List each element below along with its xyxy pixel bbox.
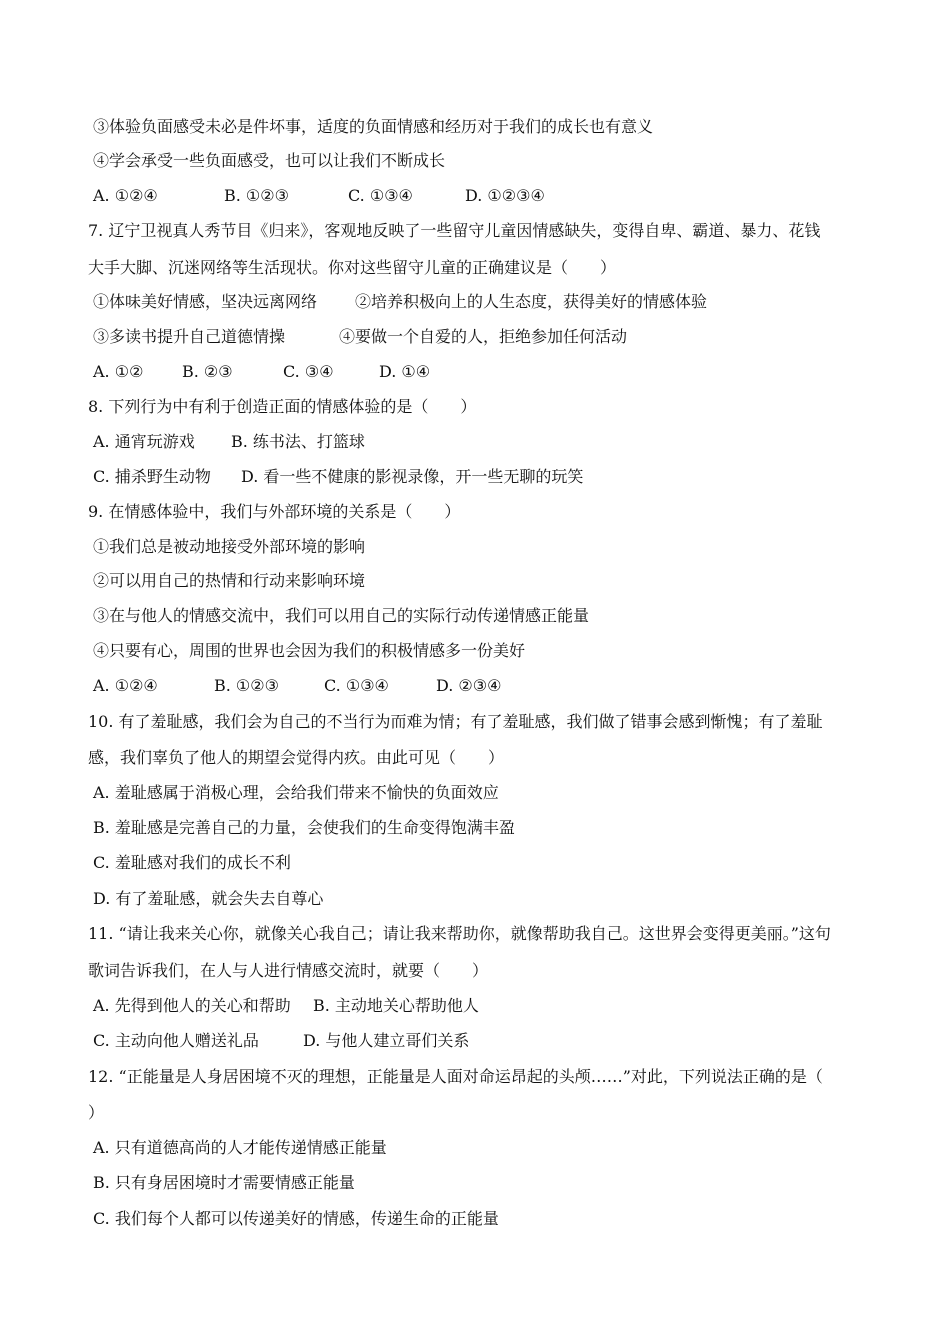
q7-option-b: B. ②③ bbox=[182, 362, 233, 381]
q6-option-c: C. ①③④ bbox=[348, 186, 413, 205]
q6-statement-4: ④学会承受一些负面感受，也可以让我们不断成长 bbox=[93, 151, 446, 170]
q8-option-c: C. 捕杀野生动物 bbox=[93, 467, 211, 486]
q7-statement-2: ②培养积极向上的人生态度，获得美好的情感体验 bbox=[355, 292, 708, 311]
q11-option-b: B. 主动地关心帮助他人 bbox=[313, 996, 479, 1015]
q7-options bbox=[93, 362, 430, 382]
q9-option-a: A. ①②④ bbox=[93, 676, 158, 695]
q8-options-row-1 bbox=[93, 432, 365, 452]
q11-option-a: A. 先得到他人的关心和帮助 bbox=[93, 996, 291, 1015]
q10-option-b: B. 羞耻感是完善自己的力量，会使我们的生命变得饱满丰盈 bbox=[93, 818, 515, 837]
q12-option-c: C. 我们每个人都可以传递美好的情感，传递生命的正能量 bbox=[93, 1209, 499, 1228]
q9-statement-2: ②可以用自己的热情和行动来影响环境 bbox=[93, 571, 366, 590]
q12-option-a: A. 只有道德高尚的人才能传递情感正能量 bbox=[93, 1138, 387, 1157]
q6-option-a: A. ①②④ bbox=[93, 186, 158, 205]
q11-stem-line-2: 歌词告诉我们，在人与人进行情感交流时，就要（ ） bbox=[88, 961, 489, 980]
q11-stem-line-1: 11. “请让我来关心你，就像关心我自己；请让我来帮助你，就像帮助我自己。这世界会变得更美丽。”这句 bbox=[88, 924, 831, 943]
q11-option-c: C. 主动向他人赠送礼品 bbox=[93, 1031, 259, 1050]
q9-statement-1: ①我们总是被动地接受外部环境的影响 bbox=[93, 537, 366, 556]
q7-option-a: A. ①② bbox=[93, 362, 144, 381]
q7-stem-line-1: 7. 辽宁卫视真人秀节目《归来》，客观地反映了一些留守儿童因情感缺失，变得自卑、霸道、暴力、花钱 bbox=[88, 221, 821, 240]
q8-stem: 8. 下列行为中有利于创造正面的情感体验的是（ ） bbox=[88, 397, 477, 416]
q8-options-row-2 bbox=[93, 467, 583, 487]
q10-stem-line-1: 10. 有了羞耻感，我们会为自己的不当行为而难为情；有了羞耻感，我们做了错事会感到惭愧；有了羞耻 bbox=[88, 712, 823, 731]
q12-option-b: B. 只有身居困境时才需要情感正能量 bbox=[93, 1173, 355, 1192]
q7-statement-row-1 bbox=[93, 292, 707, 312]
q9-options bbox=[93, 676, 501, 696]
q12-stem-line-1: 12. “正能量是人身居困境不灭的理想，正能量是人面对命运昂起的头颅……”对此，下列说法正确的是（ bbox=[88, 1067, 823, 1086]
q9-stem: 9. 在情感体验中，我们与外部环境的关系是（ ） bbox=[88, 502, 461, 521]
q9-option-b: B. ①②③ bbox=[214, 676, 279, 695]
q6-options bbox=[93, 186, 545, 206]
q9-statement-4: ④只要有心，周围的世界也会因为我们的积极情感多一份美好 bbox=[93, 641, 526, 660]
q7-option-d: D. ①④ bbox=[379, 362, 431, 381]
q10-option-a: A. 羞耻感属于消极心理，会给我们带来不愉快的负面效应 bbox=[93, 783, 499, 802]
q11-options-row-2 bbox=[93, 1031, 469, 1051]
q8-option-a: A. 通宵玩游戏 bbox=[93, 432, 195, 451]
q11-option-d: D. 与他人建立哥们关系 bbox=[303, 1031, 470, 1050]
q6-option-d: D. ①②③④ bbox=[465, 186, 545, 205]
q10-option-d: D. 有了羞耻感，就会失去自尊心 bbox=[93, 889, 324, 908]
q10-stem-line-2: 感，我们辜负了他人的期望会觉得内疚。由此可见（ ） bbox=[88, 748, 505, 767]
q11-options-row-1 bbox=[93, 996, 479, 1016]
q7-statement-4: ④要做一个自爱的人，拒绝参加任何活动 bbox=[339, 327, 628, 346]
q8-option-b: B. 练书法、打篮球 bbox=[231, 432, 365, 451]
q7-statement-1: ①体味美好情感，坚决远离网络 bbox=[93, 292, 318, 311]
q7-statement-row-2 bbox=[93, 327, 627, 347]
q7-stem-line-2: 大手大脚、沉迷网络等生活现状。你对这些留守儿童的正确建议是（ ） bbox=[88, 258, 617, 277]
q12-stem-line-2: ） bbox=[88, 1103, 105, 1122]
q6-statement-3: ③体验负面感受未必是件坏事，适度的负面情感和经历对于我们的成长也有意义 bbox=[93, 117, 654, 136]
q6-option-b: B. ①②③ bbox=[224, 186, 289, 205]
q9-option-c: C. ①③④ bbox=[324, 676, 389, 695]
q9-statement-3: ③在与他人的情感交流中，我们可以用自己的实际行动传递情感正能量 bbox=[93, 606, 590, 625]
q8-option-d: D. 看一些不健康的影视录像，开一些无聊的玩笑 bbox=[241, 467, 584, 486]
q7-option-c: C. ③④ bbox=[283, 362, 334, 381]
q9-option-d: D. ②③④ bbox=[436, 676, 502, 695]
q7-statement-3: ③多读书提升自己道德情操 bbox=[93, 327, 286, 346]
q10-option-c: C. 羞耻感对我们的成长不利 bbox=[93, 853, 291, 872]
